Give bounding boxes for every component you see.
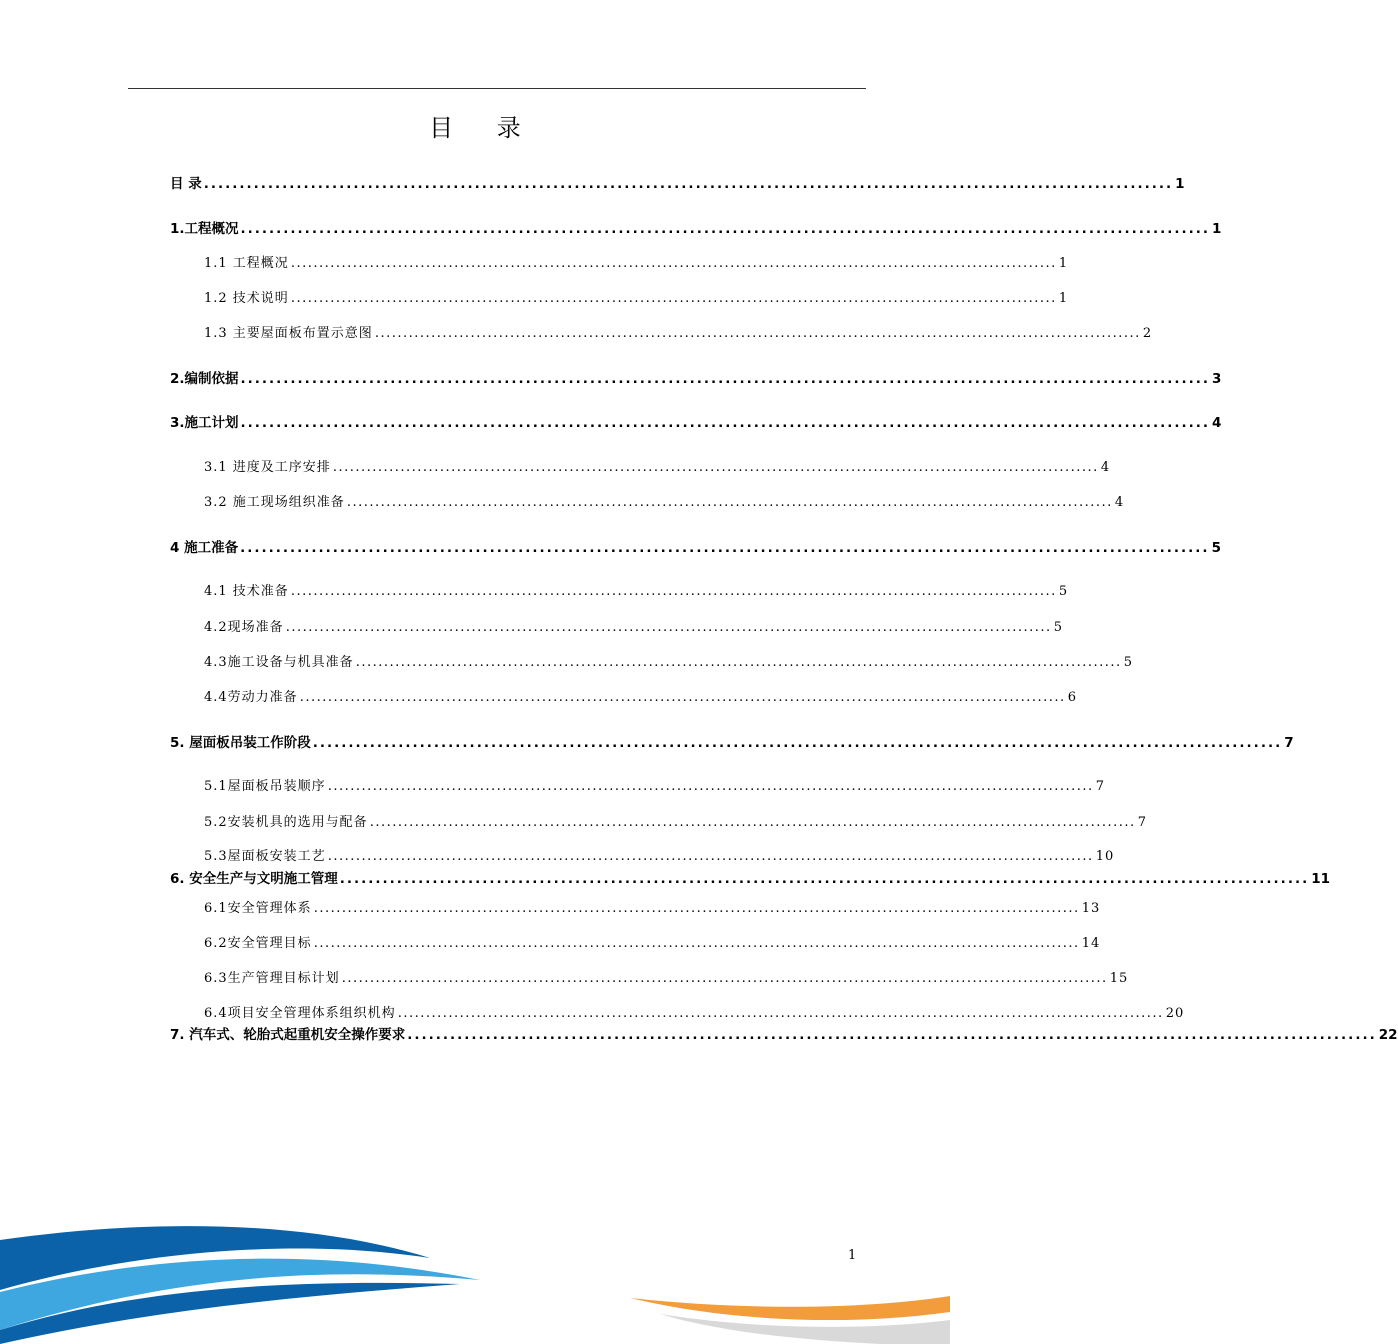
toc-entry-label: 1.1 工程概况: [204, 256, 289, 271]
toc-entry-page: 5: [1123, 655, 1133, 670]
toc-entry[interactable]: [170, 172, 1185, 192]
toc-entry-label: 6.2安全管理目标: [204, 936, 312, 951]
toc-entry[interactable]: [204, 651, 1133, 670]
toc-entry-page: 1: [1175, 176, 1185, 192]
toc-entry[interactable]: [170, 731, 1294, 751]
toc-entry-page: 15: [1109, 971, 1129, 986]
toc-leader-dots: ........................................................................................................................................: [397, 1006, 1164, 1021]
toc-entry-page: 7: [1284, 735, 1294, 751]
toc-entry-label: 7. 汽车式、轮胎式起重机安全操作要求: [170, 1027, 406, 1043]
toc-entry-label: 目 录: [170, 176, 202, 192]
toc-entry-page: 4: [1212, 415, 1222, 431]
toc-entry-page: 6: [1067, 690, 1077, 705]
toc-leader-dots: ........................................................................................................................................: [312, 735, 1283, 751]
toc-entry[interactable]: [204, 491, 1125, 510]
toc-title: 目 录: [429, 114, 539, 142]
toc-leader-dots: ........................................................................................................................................: [369, 815, 1136, 830]
toc-entry-label: 4.3施工设备与机具准备: [204, 655, 354, 670]
toc-entry-page: 3: [1212, 371, 1222, 387]
toc-entry[interactable]: [204, 580, 1069, 599]
toc-entry-page: 5: [1053, 620, 1063, 635]
toc-entry[interactable]: [204, 775, 1105, 794]
toc-entry-page: 5: [1058, 584, 1069, 599]
toc-entry[interactable]: [204, 845, 1115, 864]
toc-leader-dots: ........................................................................................................................................: [313, 901, 1080, 916]
toc-entry[interactable]: [204, 897, 1101, 916]
toc-leader-dots: ........................................................................................................................................: [290, 256, 1057, 271]
toc-entry[interactable]: [170, 411, 1222, 431]
toc-entry[interactable]: [204, 616, 1063, 635]
toc-entry-label: 1.3 主要屋面板布置示意图: [204, 326, 373, 341]
toc-entry-label: 4.2现场准备: [204, 620, 284, 635]
toc-entry-page: 11: [1311, 871, 1330, 887]
toc-entry[interactable]: [170, 1023, 1398, 1043]
toc-leader-dots: ........................................................................................................................................: [374, 326, 1141, 341]
toc-entry-label: 2.编制依据: [170, 371, 239, 387]
toc-entry[interactable]: [170, 217, 1222, 237]
toc-entry-page: 2: [1142, 326, 1153, 341]
toc-leader-dots: ........................................................................................................................................: [327, 849, 1094, 864]
toc-entry-page: 14: [1081, 936, 1101, 951]
toc-entry-label: 1.2 技术说明: [204, 291, 289, 306]
toc-leader-dots: ........................................................................................................................................: [240, 371, 1210, 387]
toc-entry[interactable]: [170, 867, 1330, 887]
toc-entry-page: 7: [1095, 779, 1105, 794]
toc-entry-label: 5.2安装机具的选用与配备: [204, 815, 368, 830]
toc-leader-dots: ........................................................................................................................................: [332, 460, 1099, 475]
toc-leader-dots: ........................................................................................................................................: [339, 871, 1310, 887]
toc-entry-page: 10: [1095, 849, 1115, 864]
header-rule: [128, 88, 866, 89]
toc-entry-page: 4: [1114, 495, 1125, 510]
toc-entry-page: 20: [1165, 1006, 1185, 1021]
toc-leader-dots: ........................................................................................................................................: [290, 584, 1057, 599]
toc-entry[interactable]: [170, 367, 1222, 387]
toc-entry-page: 5: [1211, 540, 1221, 556]
toc-entry[interactable]: [204, 252, 1069, 271]
toc-entry-label: 4.1 技术准备: [204, 584, 289, 599]
toc-entry-page: 4: [1100, 460, 1111, 475]
toc-leader-dots: ........................................................................................................................................: [346, 495, 1113, 510]
toc-entry-label: 5. 屋面板吊装工作阶段: [170, 735, 311, 751]
toc-entry[interactable]: [204, 287, 1069, 306]
swoosh-orange: [630, 1296, 950, 1320]
toc-entry-label: 6.4项目安全管理体系组织机构: [204, 1006, 396, 1021]
toc-entry[interactable]: [204, 1002, 1185, 1021]
toc-entry[interactable]: [204, 686, 1077, 705]
page-number: 1: [848, 1248, 857, 1263]
toc-leader-dots: ........................................................................................................................................: [355, 655, 1122, 670]
toc-leader-dots: ........................................................................................................................................: [240, 540, 1210, 556]
toc-leader-dots: ........................................................................................................................................: [341, 971, 1108, 986]
toc-leader-dots: ........................................................................................................................................: [313, 936, 1080, 951]
toc-entry[interactable]: [204, 811, 1147, 830]
toc-entry[interactable]: [204, 932, 1101, 951]
toc-entry-page: 1: [1058, 256, 1069, 271]
toc-entry-label: 5.1屋面板吊装顺序: [204, 779, 326, 794]
toc-entry-label: 3.1 进度及工序安排: [204, 460, 331, 475]
toc-leader-dots: ........................................................................................................................................: [299, 690, 1066, 705]
toc-entry[interactable]: [204, 322, 1153, 341]
toc-leader-dots: ........................................................................................................................................: [290, 291, 1057, 306]
toc-entry-page: 1: [1212, 221, 1222, 237]
toc-leader-dots: ........................................................................................................................................: [240, 221, 1210, 237]
toc-leader-dots: ........................................................................................................................................: [240, 415, 1210, 431]
toc-leader-dots: ........................................................................................................................................: [203, 176, 1174, 192]
toc-entry[interactable]: [170, 536, 1221, 556]
toc-leader-dots: ........................................................................................................................................: [327, 779, 1094, 794]
toc-entry-label: 6.3生产管理目标计划: [204, 971, 340, 986]
toc-entry-label: 3.2 施工现场组织准备: [204, 495, 345, 510]
toc-entry-label: 5.3屋面板安装工艺: [204, 849, 326, 864]
toc-entry-label: 1.工程概况: [170, 221, 239, 237]
toc-entry-page: 13: [1081, 901, 1101, 916]
toc-entry-label: 6.1安全管理体系: [204, 901, 312, 916]
toc-entry-label: 4.4劳动力准备: [204, 690, 298, 705]
toc-entry-page: 22: [1378, 1027, 1398, 1043]
toc-leader-dots: ........................................................................................................................................: [407, 1027, 1377, 1043]
toc-entry-page: 7: [1137, 815, 1147, 830]
toc-entry-page: 1: [1058, 291, 1069, 306]
toc-entry-label: 4 施工准备: [170, 540, 239, 556]
toc-entry-label: 3.施工计划: [170, 415, 239, 431]
toc-entry-label: 6. 安全生产与文明施工管理: [170, 871, 338, 887]
toc-leader-dots: ........................................................................................................................................: [285, 620, 1052, 635]
footer-swoosh-decoration: [0, 1180, 950, 1344]
toc-entry[interactable]: [204, 456, 1111, 475]
toc-entry[interactable]: [204, 967, 1129, 986]
